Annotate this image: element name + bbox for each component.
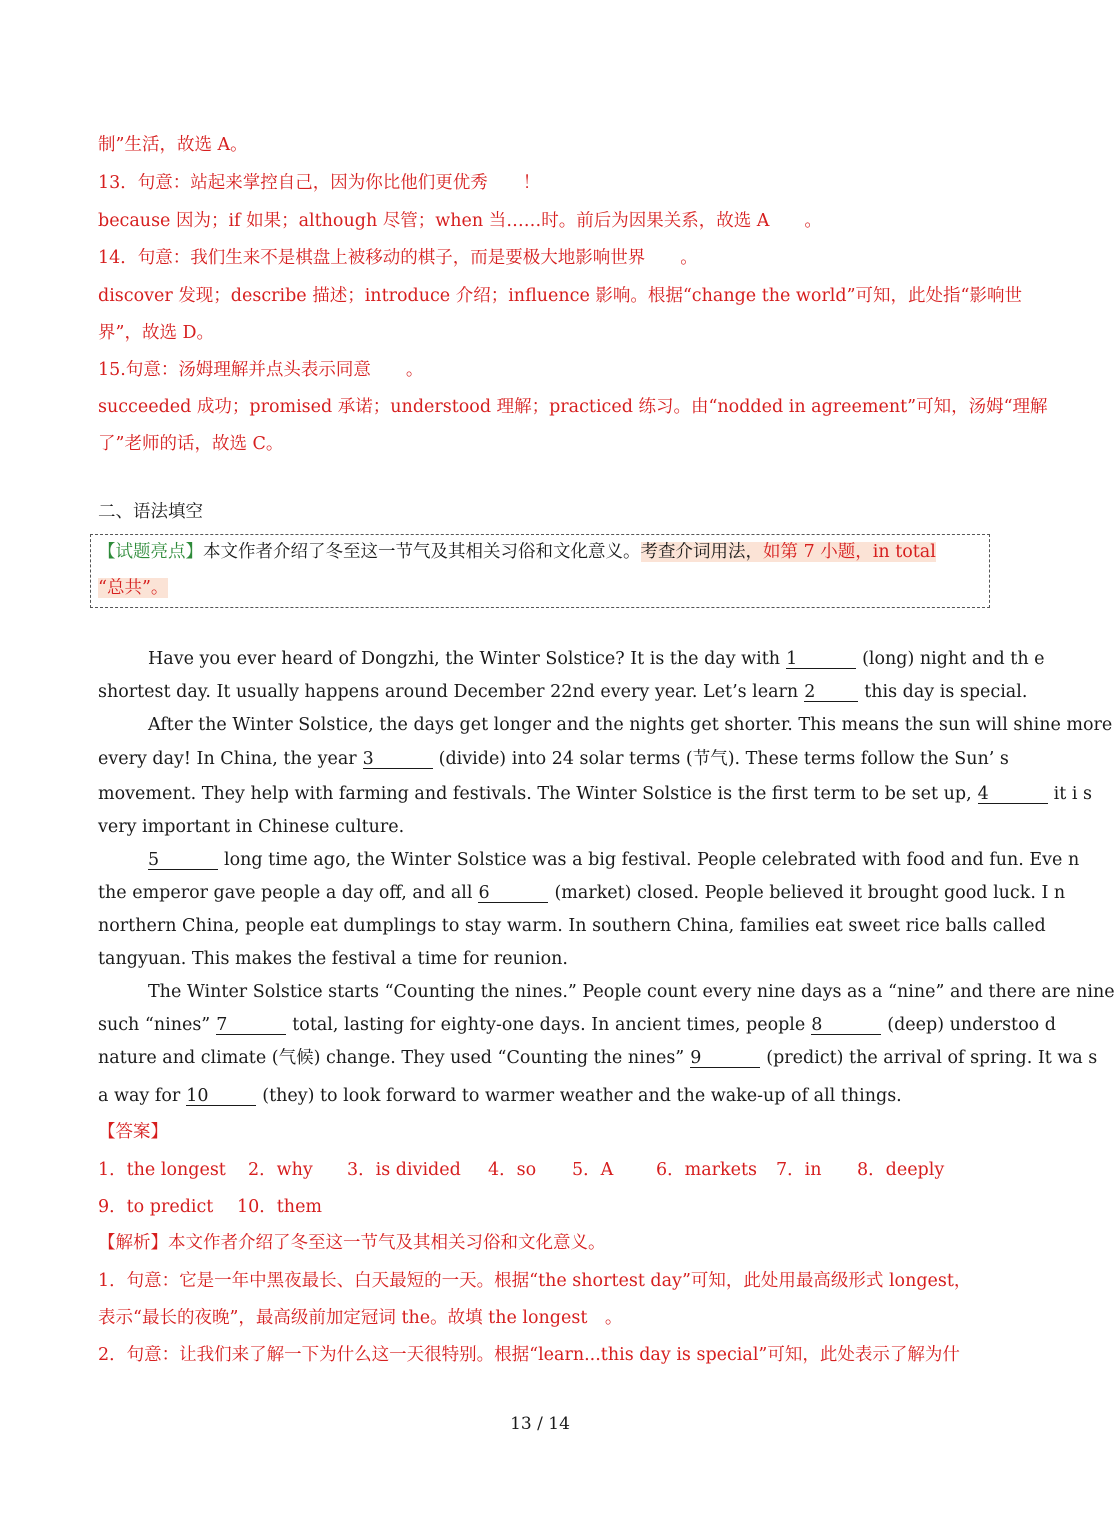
answer-item: 8．deeply — [857, 1160, 945, 1180]
answer-item: 9．to predict — [98, 1197, 214, 1217]
answer-item: 2．why — [248, 1160, 313, 1180]
answer-item: 4．so — [488, 1160, 537, 1180]
explanation-line: 了”老师的话，故选 C。 — [98, 434, 284, 454]
blank-3[interactable]: 3 — [363, 750, 433, 769]
explanation-line: discover 发现；describe 描述；introduce 介绍；influence 影响。根据“change the world”可知，此处指“影响世 — [98, 286, 1023, 306]
blank-5[interactable]: 5 — [148, 851, 218, 870]
passage-line: every day! In China, the year 3 (divide) into 24 solar terms (节气). These terms follow the Sun’ s — [98, 749, 1009, 769]
blank-6[interactable]: 6 — [478, 884, 548, 903]
passage-line: very important in Chinese culture. — [98, 817, 405, 837]
blank-7[interactable]: 7 — [216, 1016, 286, 1035]
passage-line: nature and climate (气候) change. They used “Counting the nines” 9 (predict) the arrival of spring. It wa s — [98, 1048, 1098, 1068]
passage-line: such “nines” 7 total, lasting for eighty-one days. In ancient times, people 8 (deep) understoo d — [98, 1015, 1056, 1035]
answer-item: 7．in — [776, 1160, 822, 1180]
analysis-line: 表示“最长的夜晚”，最高级前加定冠词 the。故填 the longest 。 — [98, 1308, 623, 1328]
answer-item: 10．them — [237, 1197, 323, 1217]
blank-1[interactable]: 1 — [786, 650, 856, 669]
page-number: 13 / 14 — [510, 1414, 570, 1434]
explanation-line: succeeded 成功；promised 承诺；understood 理解；practiced 练习。由“nodded in agreement”可知，汤姆“理解 — [98, 397, 1048, 417]
explanation-line: 界”，故选 D。 — [98, 323, 215, 343]
explanation-line: 制”生活，故选 A。 — [98, 135, 248, 155]
blank-10[interactable]: 10 — [186, 1087, 256, 1106]
answer-item: 1．the longest — [98, 1160, 226, 1180]
passage-line: 5 long time ago, the Winter Solstice was a big festival. People celebrated with food and fun. Eve n — [148, 850, 1080, 870]
answer-item: 6．markets — [656, 1160, 758, 1180]
passage-line: The Winter Solstice starts “Counting the nines.” People count every nine days as a “nine” and there are nine — [148, 982, 1115, 1002]
explanation-line: 13．句意：站起来掌控自己，因为你比他们更优秀 ！ — [98, 173, 541, 193]
explanation-line: 15.句意：汤姆理解并点头表示同意 。 — [98, 360, 424, 380]
highlight-meaning: “总共”。 — [98, 578, 169, 598]
blank-9[interactable]: 9 — [690, 1049, 760, 1068]
answers-row-2 — [98, 1195, 322, 1219]
explanation-line: 14．句意：我们生来不是棋盘上被移动的棋子，而是要极大地影响世界 。 — [98, 248, 698, 268]
section-title: 二、语法填空 — [98, 502, 203, 522]
answers-row-1 — [98, 1158, 944, 1182]
highlight-tag: 【试题亮点】 — [98, 542, 203, 562]
passage-line: tangyuan. This makes the festival a time for reunion. — [98, 949, 568, 969]
passage-line: the emperor gave people a day off, and all 6 (market) closed. People believed it brought good luck. I n — [98, 883, 1066, 903]
highlight-text: 本文作者介绍了冬至这一节气及其相关习俗和文化意义。 — [203, 542, 641, 562]
highlight-focus: 考查介词用法， — [640, 542, 763, 562]
analysis-line: 1．句意：它是一年中黑夜最长、白天最短的一天。根据“the shortest day”可知，此处用最高级形式 longest， — [98, 1271, 972, 1291]
highlight-line-2 — [98, 576, 168, 600]
explanation-line: because 因为；if 如果；although 尽管；when 当……时。前后为因果关系，故选 A 。 — [98, 211, 822, 231]
passage-line: Have you ever heard of Dongzhi, the Winter Solstice? It is the day with 1 (long) night and th e — [148, 649, 1045, 669]
answer-item: 3．is divided — [347, 1160, 461, 1180]
analysis-title: 【解析】本文作者介绍了冬至这一节气及其相关习俗和文化意义。 — [98, 1233, 606, 1253]
passage-line: a way for 10 (they) to look forward to warmer weather and the wake-up of all things. — [98, 1086, 902, 1106]
blank-4[interactable]: 4 — [978, 785, 1048, 804]
passage-line: After the Winter Solstice, the days get longer and the nights get shorter. This means the sun will shine more — [148, 715, 1113, 735]
passage-line: northern China, people eat dumplings to stay warm. In southern China, families eat sweet rice balls called — [98, 916, 1046, 936]
highlight-example: 如第 7 小题，in total — [763, 542, 936, 562]
highlight-line — [98, 540, 936, 564]
answer-title: 【答案】 — [98, 1122, 168, 1142]
passage-line: movement. They help with farming and festivals. The Winter Solstice is the first term to be set up, 4 it i s — [98, 784, 1093, 804]
passage-line: shortest day. It usually happens around December 22nd every year. Let’s learn 2 this day is special. — [98, 682, 1028, 702]
analysis-line: 2．句意：让我们来了解一下为什么这一天很特别。根据“learn...this day is special”可知，此处表示了解为什 — [98, 1345, 960, 1365]
blank-2[interactable]: 2 — [804, 683, 858, 702]
blank-8[interactable]: 8 — [811, 1016, 881, 1035]
answer-item: 5．A — [572, 1160, 614, 1180]
